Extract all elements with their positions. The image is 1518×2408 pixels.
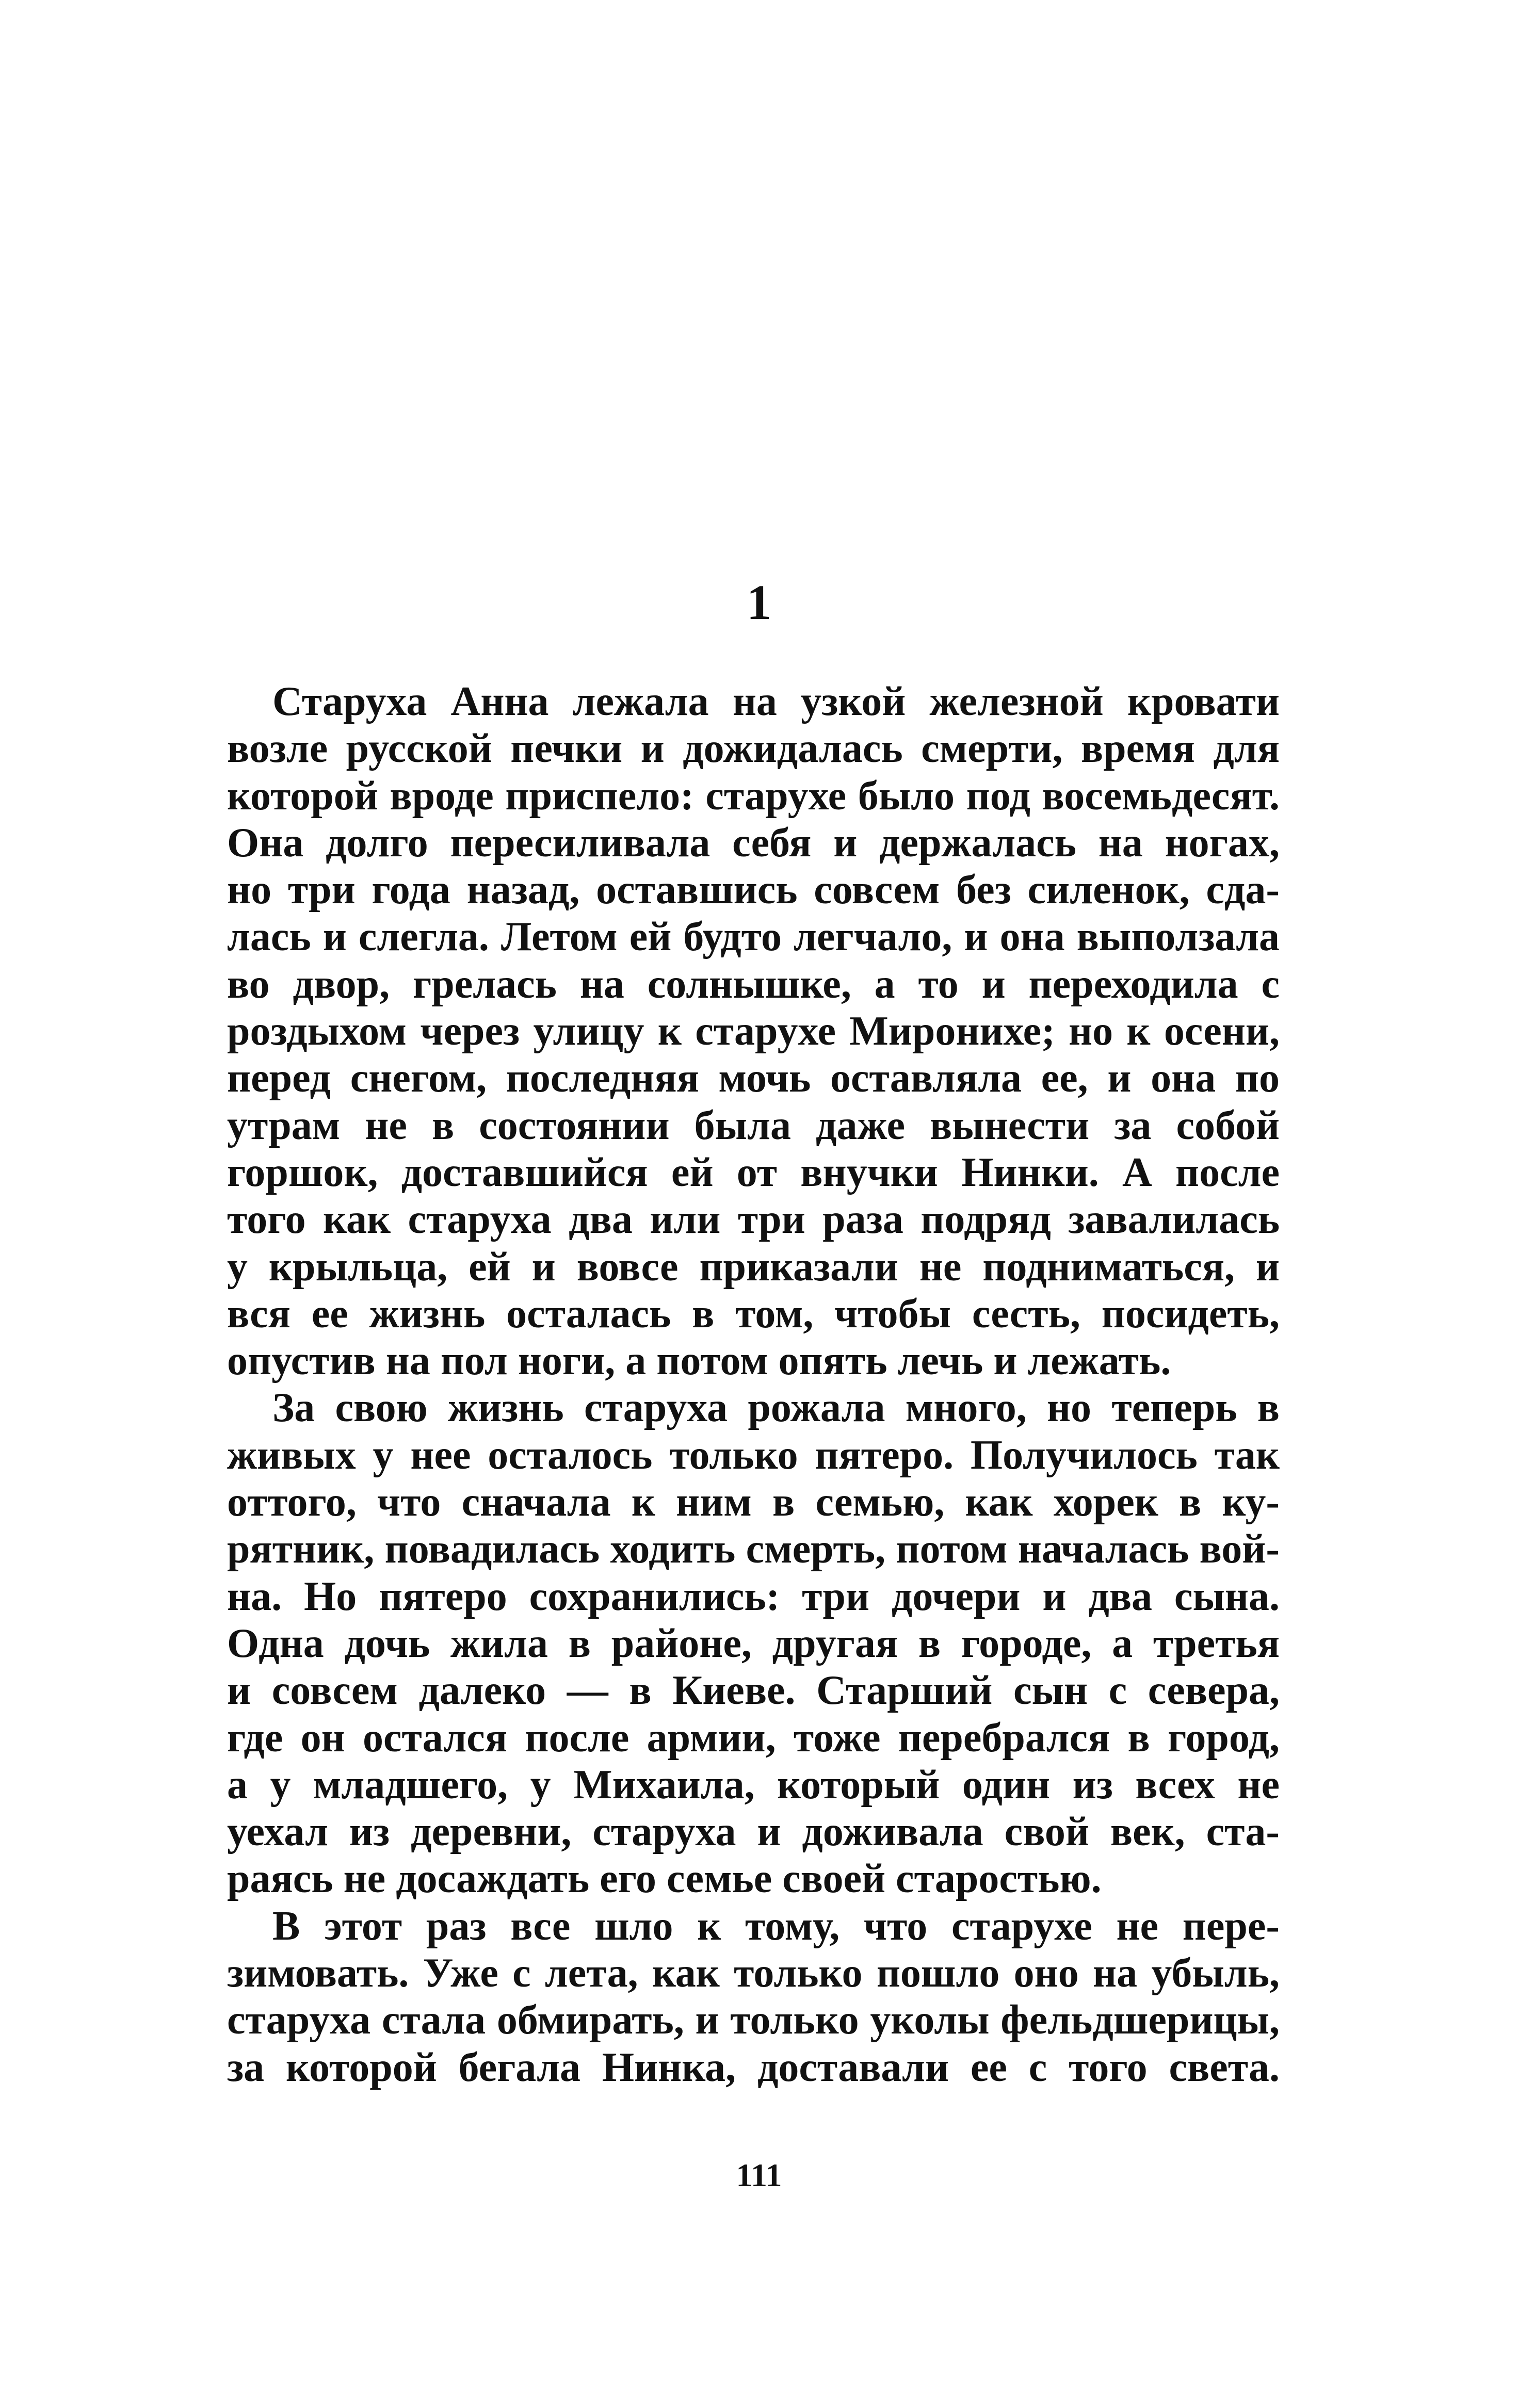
text-line: старуха стала обмирать, и только уколы фельдшерицы,: [227, 1997, 1280, 2043]
body-text: [227, 678, 1280, 2091]
text-line: рятник, повадилась ходить смерть, потом началась вой-: [227, 1526, 1280, 1572]
chapter-number: 1: [747, 575, 771, 630]
text-line: Одна дочь жила в районе, другая в городе, а третья: [227, 1620, 1280, 1666]
text-line: где он остался после армии, тоже перебрался в город,: [227, 1715, 1280, 1761]
text-line: но три года назад, оставшись совсем без силенок, сда-: [227, 867, 1280, 913]
text-line: того как старуха два или три раза подряд завалилась: [227, 1197, 1280, 1243]
text-line: вся ее жизнь осталась в том, чтобы сесть, посидеть,: [227, 1291, 1280, 1337]
text-line: у крыльца, ей и вовсе приказали не подниматься, и: [227, 1244, 1280, 1290]
text-line: Старуха Анна лежала на узкой железной кровати: [272, 679, 1280, 724]
text-line: зимовать. Уже с лета, как только пошло оно на убыль,: [227, 1950, 1280, 1996]
text-line: перед снегом, последняя мочь оставляла ее, и она по: [227, 1055, 1280, 1101]
text-line: и совсем далеко — в Киеве. Старший сын с севера,: [227, 1668, 1280, 1714]
text-line: на. Но пятеро сохранились: три дочери и два сына.: [227, 1573, 1280, 1619]
text-line: а у младшего, у Михаила, который один из всех не: [227, 1762, 1280, 1808]
text-line: опустив на пол ноги, а потом опять лечь и лежать.: [227, 1338, 1171, 1384]
text-line: живых у нее осталось только пятеро. Получилось так: [227, 1432, 1280, 1478]
text-line: за которой бегала Нинка, доставали ее с того света.: [227, 2044, 1280, 2090]
text-line: во двор, грелась на солнышке, а то и переходила с: [227, 961, 1280, 1007]
text-line: раясь не досаждать его семье своей старостью.: [227, 1856, 1102, 1902]
page-number: 111: [736, 2157, 782, 2193]
text-line: За свою жизнь старуха рожала много, но теперь в: [272, 1385, 1280, 1431]
text-line: роздыхом через улицу к старухе Миронихе; но к осени,: [227, 1008, 1280, 1054]
text-line: лась и слегла. Летом ей будто легчало, и она выползала: [227, 914, 1280, 960]
text-line: уехал из деревни, старуха и доживала свой век, ста-: [227, 1809, 1280, 1855]
text-line: В этот раз все шло к тому, что старухе не пере-: [272, 1903, 1280, 1949]
text-line: которой вроде приспело: старухе было под восемьдесят.: [227, 773, 1280, 819]
text-line: возле русской печки и дожидалась смерти, время для: [227, 726, 1280, 772]
text-line: утрам не в состоянии была даже вынести за собой: [227, 1102, 1280, 1148]
text-line: Она долго пересиливала себя и держалась на ногах,: [227, 820, 1280, 866]
text-line: оттого, что сначала к ним в семью, как хорек в ку-: [227, 1479, 1280, 1525]
text-line: горшок, доставшийся ей от внучки Нинки. А после: [227, 1149, 1280, 1195]
